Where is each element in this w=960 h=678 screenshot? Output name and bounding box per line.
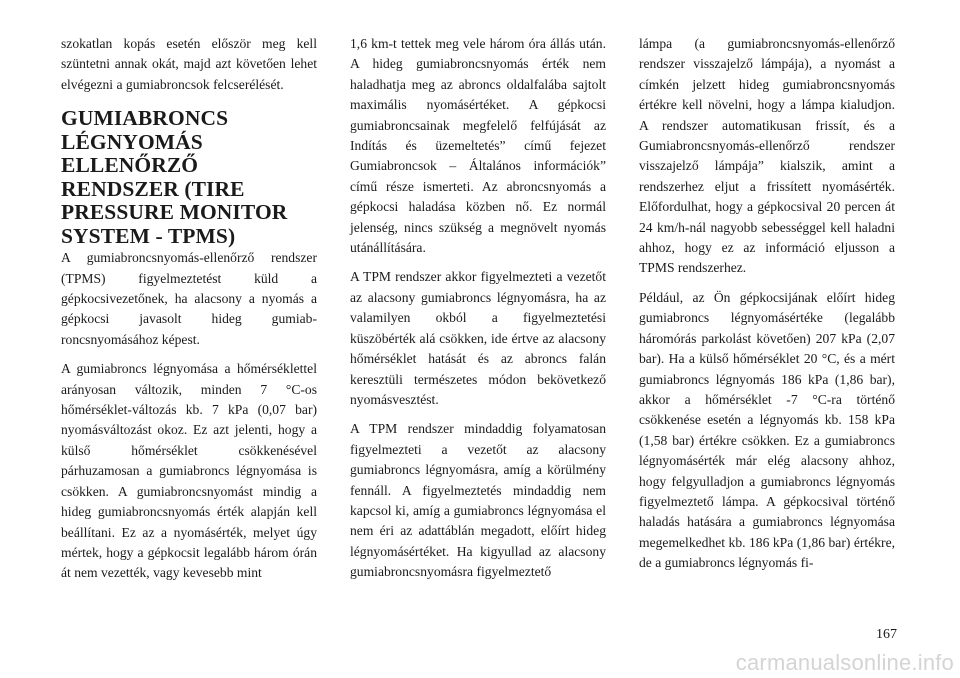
paragraph-temperature: A gumiabroncs légnyomása a hőmérséklettel arányosan változik, minden 7 °C-os hőmérséklet-változás kb. 7 kPa (0,07 bar) nyomásváltozást okoz. Ez azt jelenti, hogy a külső hőmérséklet csökkenésével párhuzamosan a gumiabroncs légnyomása is csökken. A gumiabroncsnyomást mindig a hideg gumiabroncsnyomás érték alapján kell beállítani. Ez az a nyomásérték, melyet úgy mértek, hogy a gépkocsit legalább három órán át nem vezették, vagy kevesebb mint	[61, 361, 317, 581]
paragraph-example: Például, az Ön gépkocsijának előírt hideg gumiabroncs légnyomásértéke (legalább háromórás parkolást követően) 207 kPa (2,07 bar). Ha a külső hőmérséklet 20 °C, és a mért gumiabroncs légnyomás 186 kPa (1,86 bar), akkor a hőmérséklet -7 °C-ra történő csökkenése esetén a légnyomás kb. 158 kPa (1,58 bar) értékre csökken. Ez a gumiabroncs légnyomásérték már elég alacsony ahhoz, hogy felgyulladjon a gumiabroncs légnyomás figyelmeztető lámpa. A gépkocsival történő haladás hatására a gumiabroncs légnyomása megemelkedhet kb. 186 kPa (1,86 bar) értékre, de a gumiabroncs légnyomás fi-	[639, 289, 895, 571]
paragraph-warning-threshold: A TPM rendszer akkor figyelmezteti a vezetőt az alacsony gumiabroncs légnyomásra, ha az valamilyen okból a figyelmeztetési küszöbérték alá csökken, ide értve az alacsony hőmérséklet hatását és az abroncs falán keresztüli természetes módon bekövetkező nyomásvesztést.	[350, 269, 606, 407]
section-heading-tpms: GUMIABRONCS LÉGNYOMÁS ELLENŐRZŐ RENDSZER (TIRE PRESSURE MONITOR SYSTEM - TPMS)	[61, 106, 288, 248]
paragraph-continuous-warning: A TPM rendszer mindaddig folyamatosan figyelmezteti a vezetőt az alacsony gumiabroncs légnyomásra, amíg a körülmény fennáll. A figyelmeztetés mindaddig nem kapcsol ki, amíg a gumiabroncs légnyomása el nem éri az adattáblán megadott, előírt hideg légnyomásértéket. Ha kigyullad az alacsony gumiabroncsnyomásra figyelmeztető	[350, 421, 606, 580]
watermark-text: carmanualsonline.info	[735, 650, 954, 675]
page-number: 167	[876, 627, 897, 642]
paragraph-continued: szokatlan kopás esetén először meg kell szüntetni annak okát, majd azt követően lehet elvégezni a gumiabroncsok felcserélését.	[61, 36, 317, 92]
paragraph-cold-pressure: 1,6 km-t tettek meg vele három óra állás után. A hideg gumiabroncsnyomás érték nem haladhatja meg az abroncs oldalfalába sajtolt maximális nyomásértéket. A gépkocsi gumiabroncsainak megfelelő felfújását az Indítás és üzemeltetés” című fejezet Gumiabroncsok – Általános információk” című része ismerteti. Az abroncsnyomás a gépkocsi haladása közben nő. Ez normál jelenség, nincs szükség a megnövelt nyomás utánállítására.	[350, 36, 606, 256]
text-column-3	[639, 34, 895, 583]
text-column-2	[350, 34, 606, 592]
paragraph-warning-lamp: lámpa (a gumiabroncsnyomás-ellenőrző rendszer visszajelző lámpája), a nyomást a címkén jelzett hideg gumiabroncsnyomás értékre kell növelni, hogy a lámpa kialudjon. A rendszer automatikusan frissít, és a Gumiabroncsnyomás-ellenőrző rendszer visszajelző lámpája” kialszik, amint a rendszerhez eljut a frissített nyomásérték. Előfordulhat, hogy a gépkocsival 20 percen át 24 km/h-nál nagyobb sebességgel kell haladni ahhoz, hogy ez az információ eljusson a TPMS rendszerhez.	[639, 36, 895, 276]
paragraph-tpms-intro: A gumiabroncsnyomás-ellenőrző rendszer (TPMS) figyelmeztetést küld a gépkocsivezetőnek, ha alacsony a nyomás a gépkocsi javasolt hideg gumiabroncsnyomásához képest.	[61, 250, 317, 347]
text-column-1	[61, 34, 317, 593]
